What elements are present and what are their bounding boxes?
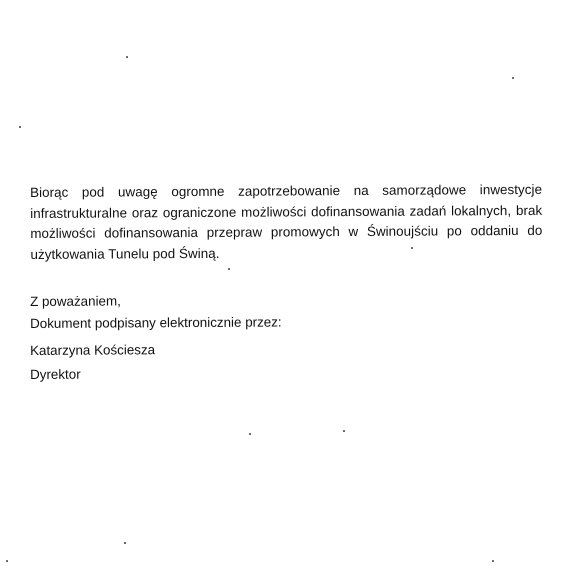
scan-speck (512, 77, 514, 79)
closing-greeting: Z poważaniem, (30, 293, 121, 309)
scan-speck (124, 542, 126, 544)
signer-name: Katarzyna Kościesza (30, 342, 156, 358)
body-paragraph: Biorąc pod uwagę ogromne zapotrzebowanie na samorządowe inwestycje infrastrukturalne oraz ograniczone możliwości dofinansowania zadań lokalnych, brak możliwości dofinansowania przepraw promowych w Świnoujściu po oddaniu do użytkowania Tunelu pod Świną. (30, 182, 543, 262)
scan-speck (343, 430, 345, 432)
scan-speck (228, 268, 230, 270)
scan-speck (411, 247, 413, 249)
scan-speck (19, 126, 21, 128)
scan-speck (6, 560, 8, 562)
scan-speck (249, 433, 251, 435)
scan-speck (492, 560, 494, 562)
signer-title: Dyrektor (30, 366, 81, 382)
signature-note: Dokument podpisany elektronicznie przez: (30, 314, 282, 331)
scan-speck (126, 56, 128, 58)
